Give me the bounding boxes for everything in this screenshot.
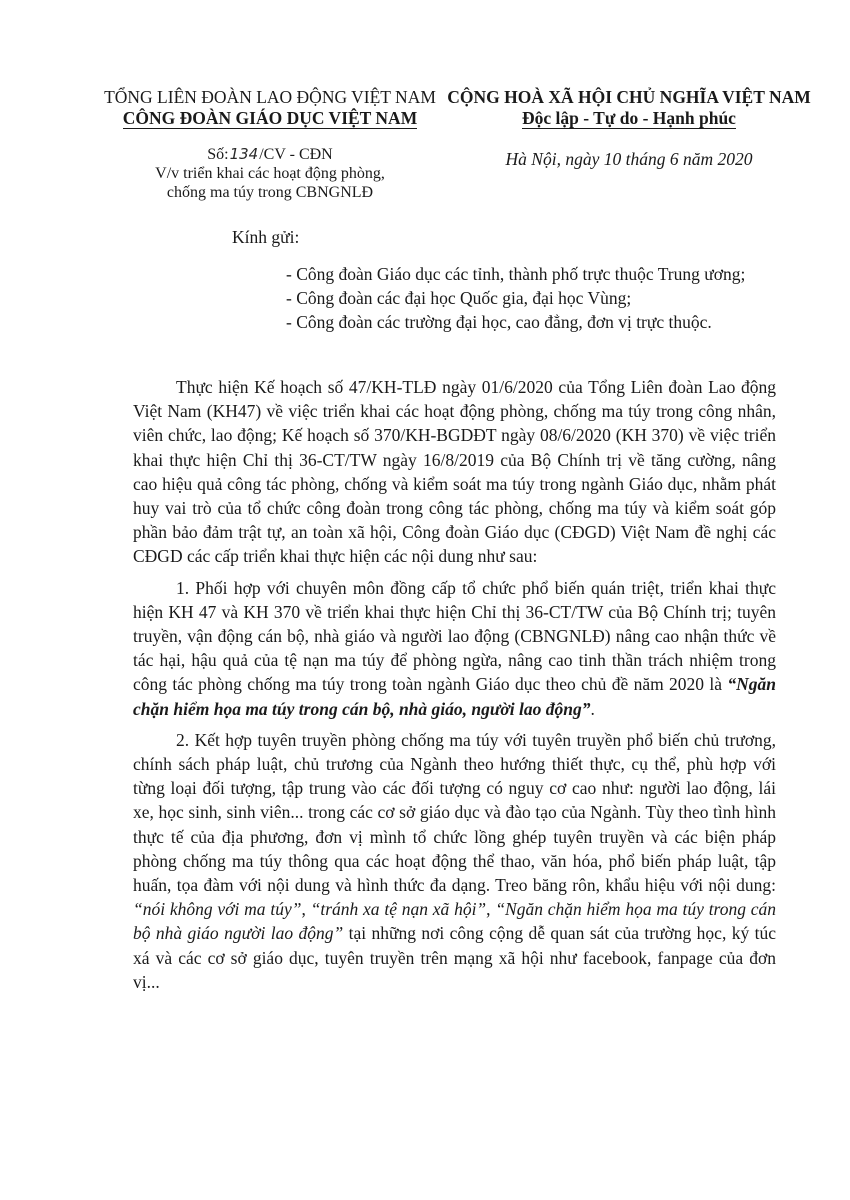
letter-body (133, 375, 776, 994)
document-subject (100, 164, 440, 202)
slogan-2: “tránh xa tệ nạn xã hội” (310, 899, 487, 920)
handwritten-number: 134 (229, 145, 259, 163)
national-title (444, 86, 814, 129)
separator: , (486, 899, 496, 920)
item-2-text: 2. Kết hợp tuyên truyền phòng chống ma túy với tuyên truyền phổ biến chủ trương, chính sách pháp luật, chủ trương của Ngành theo hướng thiết thực, cụ thể, phù hợp với từng loại đối tượng, tập trung vào các đối tượng có nguy cơ cao như: người lao động, lái xe, học sinh, sinh viên... trong các cơ sở giáo dục và đào tạo của Ngành. Tùy theo tình hình thực tế của địa phương, đơn vị mình tổ chức lồng ghép tuyên truyền và các biện pháp phòng chống ma túy thông qua các hoạt động thể thao, văn hóa, phổ biến pháp luật, tập huấn, tọa đàm với nội dung và hình thức đa dạng. Treo băng rôn, khẩu hiệu với nội dung: (133, 729, 776, 896)
issuing-organization (100, 86, 440, 129)
item-2-end: tại những nơi công cộng dễ quan sát của trường học, ký túc xá và các cơ sở giáo dục, tuyên truyền trên mạng xã hội như facebook, fanpage của đơn vị... (133, 923, 777, 992)
item-2-paragraph (133, 728, 776, 994)
date-suffix: tháng 6 năm 2020 (625, 149, 753, 169)
slogan-1: “nói không với ma túy” (133, 899, 302, 920)
national-motto: Độc lập - Tự do - Hạnh phúc (522, 108, 736, 128)
item-1-theme: “Ngăn chặn hiểm họa ma túy trong cán bộ, nhà giáo, người lao động” (133, 674, 776, 719)
recipient-list (286, 262, 745, 334)
slogan-3: “Ngăn chặn hiểm họa ma túy trong cán bộ nhà giáo người lao động” (133, 899, 777, 944)
document-number (100, 144, 440, 165)
subject-line-1: V/v triển khai các hoạt động phòng, (155, 165, 385, 182)
nation-name: CỘNG HOÀ XÃ HỘI CHỦ NGHĨA VIỆT NAM (447, 87, 811, 107)
date-prefix: Hà Nội, ngày (505, 149, 600, 169)
recipient-item: - Công đoàn Giáo dục các tỉnh, thành phố trực thuộc Trung ương; (286, 264, 746, 284)
date-line (444, 148, 814, 170)
recipient-item: - Công đoàn các trường đại học, cao đẳng, đơn vị trực thuộc. (286, 312, 712, 332)
item-1-paragraph (133, 576, 776, 721)
intro-paragraph: Thực hiện Kế hoạch số 47/KH-TLĐ ngày 01/6/2020 của Tổng Liên đoàn Lao động Việt Nam (KH47) về việc triển khai các hoạt động phòng, chống ma túy trong công nhân, viên chức, lao động; Kế hoạch số 370/KH-BGDĐT ngày 08/6/2020 (KH 370) về việc triển khai thực hiện Chỉ thị 36-CT/TW ngày 16/8/2019 của Bộ Chính trị về tăng cường, nâng cao hiệu quả công tác phòng, chống và kiểm soát ma túy trong ngành Giáo dục, nhằm phát huy vai trò của tổ chức công đoàn trong công tác phòng, chống ma túy và kiểm soát góp phần bảo đảm trật tự, an toàn xã hội, Công đoàn Giáo dục (CĐGD) Việt Nam đề nghị các CĐGD các cấp triển khai thực hiện các nội dung như sau: (133, 377, 776, 567)
item-1-text: 1. Phối hợp với chuyên môn đồng cấp tổ chức phổ biến quán triệt, triển khai thực hiện KH 47 và KH 370 về triển khai thực hiện Chỉ thị 36-CT/TW của Bộ Chính trị; tuyên truyền, vận động cán bộ, nhà giáo và người lao động (CBNGNLĐ) nâng cao nhận thức về tác hại, hậu quả của tệ nạn ma túy để phòng ngừa, nâng cao tinh thần trách nhiệm trong công tác phòng chống ma túy trong toàn ngành Giáo dục theo chủ đề năm 2020 là (133, 577, 776, 695)
subject-line-2: chống ma túy trong CBNGNLĐ (166, 184, 374, 201)
separator: , (301, 899, 311, 920)
recipient-item: - Công đoàn các đại học Quốc gia, đại học Vùng; (286, 288, 632, 308)
document-number-suffix: /CV - CĐN (259, 146, 333, 163)
organization-name: CÔNG ĐOÀN GIÁO DỤC VIỆT NAM (122, 108, 418, 128)
item-1-end: . (590, 698, 595, 719)
parent-organization: TỔNG LIÊN ĐOÀN LAO ĐỘNG VIỆT NAM (104, 87, 436, 107)
document-number-prefix: Số: (207, 146, 229, 163)
greeting: Kính gửi: (232, 227, 300, 247)
handwritten-day: 10 (603, 149, 622, 169)
